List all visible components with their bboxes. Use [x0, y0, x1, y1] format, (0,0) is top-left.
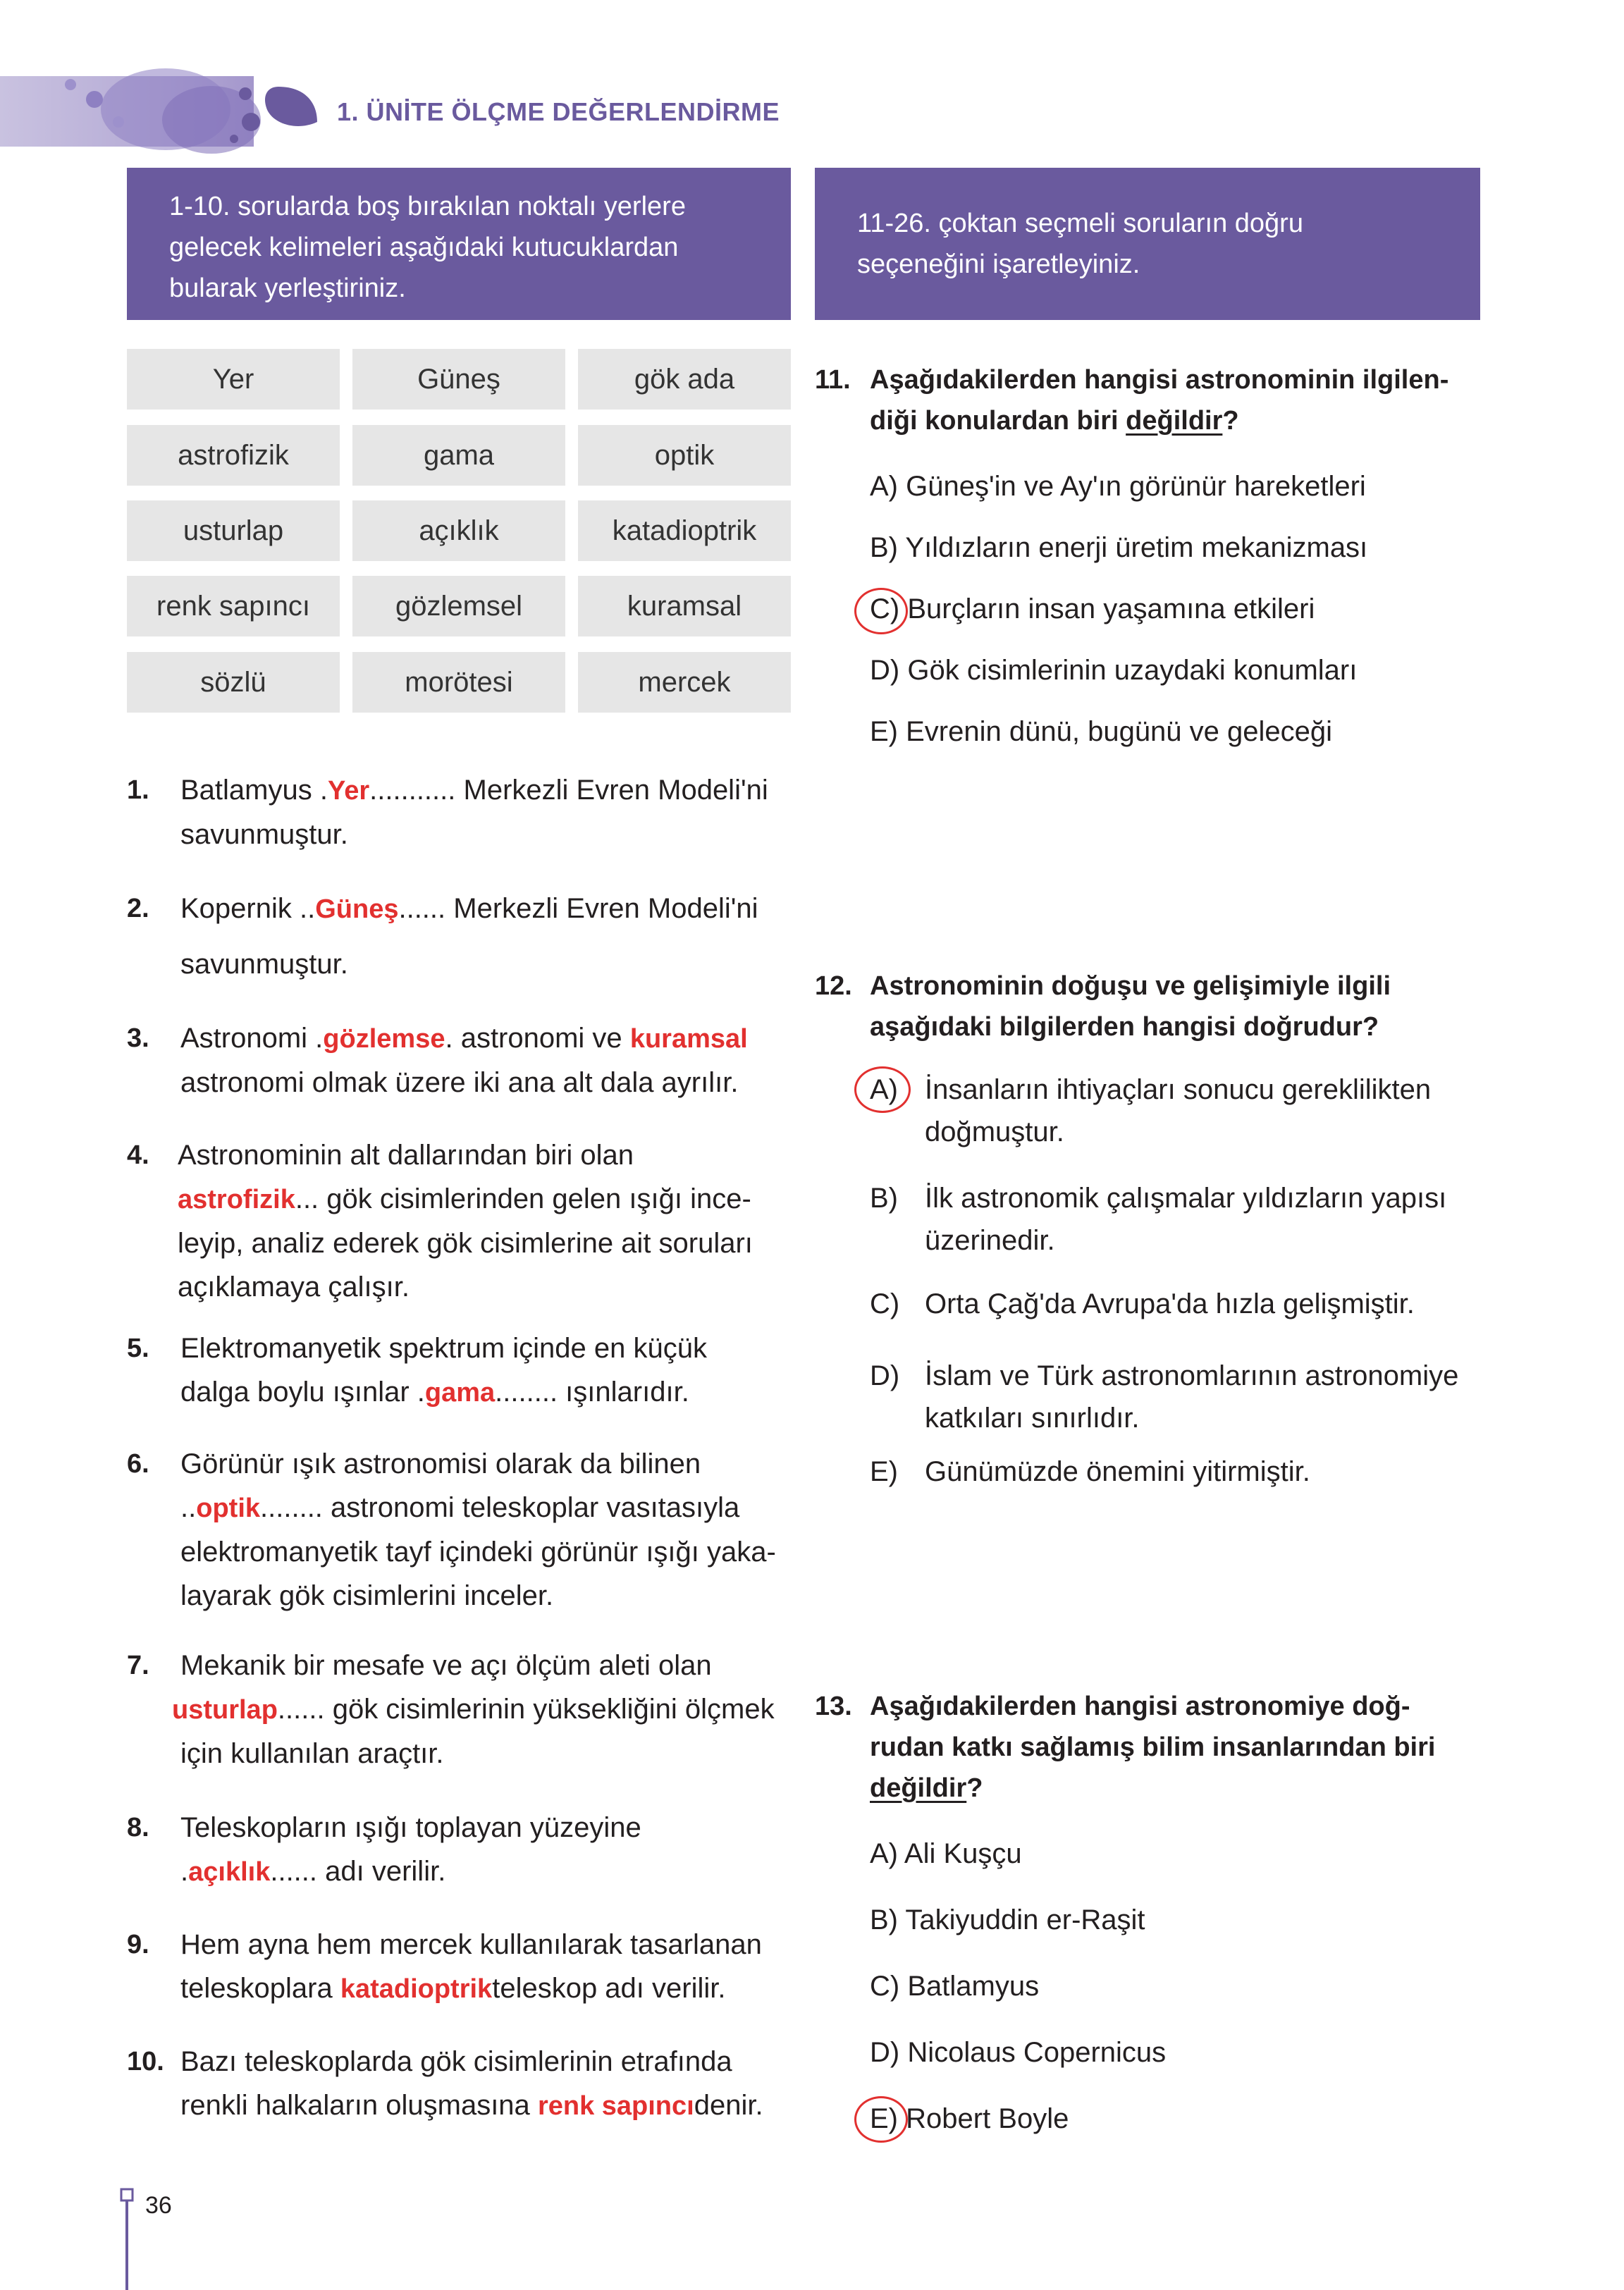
question-text: . — [180, 1856, 189, 1887]
decor-dot — [113, 116, 124, 128]
option-text: Güneş'in ve Ay'ın görünür hareketleri — [906, 471, 1366, 502]
decor-dot — [230, 135, 238, 143]
marked-answer-circle — [854, 588, 908, 634]
question-stem: ? — [966, 1773, 983, 1803]
question-number: 8. — [127, 1813, 149, 1842]
word-cell: kuramsal — [578, 576, 791, 636]
marked-answer-circle — [854, 2096, 908, 2143]
option-text: Evrenin dünü, bugünü ve geleceği — [906, 716, 1333, 747]
question-text: Elektromanyetik spektrum içinde en küçük — [180, 1333, 707, 1364]
option-e[interactable] — [870, 710, 1332, 753]
underlined-word: değildir — [1126, 406, 1223, 436]
option-text: üzerinedir. — [925, 1225, 1055, 1256]
handwritten-answer[interactable]: astrofizik — [178, 1185, 295, 1214]
option-letter: A) — [870, 471, 898, 502]
fill-question-7 — [172, 1644, 799, 1775]
underlined-word: değildir — [870, 1773, 967, 1803]
right-instruction-box — [815, 168, 1480, 320]
option-c[interactable] — [870, 1965, 1039, 2007]
question-number: 5. — [127, 1334, 149, 1363]
question-text: elektromanyetik tayf içindeki görünür ışığı yaka- — [180, 1537, 776, 1568]
question-text: savunmuştur. — [180, 949, 348, 980]
question-stem: ? — [1222, 406, 1239, 436]
handwritten-answer[interactable]: gözlemse — [323, 1024, 445, 1054]
option-a[interactable] — [870, 1833, 1022, 1875]
option-c[interactable] — [870, 588, 1315, 630]
option-text: Ali Kuşçu — [904, 1838, 1022, 1869]
word-cell: morötesi — [352, 652, 565, 713]
option-letter: E) — [870, 2103, 898, 2134]
word-cell: sözlü — [127, 652, 340, 713]
question-number: 6. — [127, 1449, 149, 1479]
question-text: .. — [180, 1492, 197, 1523]
left-instruction-box — [127, 168, 791, 320]
question-text: ... gök cisimlerinden gelen ışığı ince- — [295, 1183, 751, 1214]
question-text: için kullanılan araçtır. — [180, 1738, 444, 1769]
page-number: 36 — [145, 2192, 172, 2219]
word-cell: Güneş — [352, 349, 565, 410]
option-text: doğmuştur. — [925, 1116, 1064, 1147]
header-decoration — [0, 67, 331, 159]
question-text: Mekanik bir mesafe ve açı ölçüm aleti olan — [180, 1650, 712, 1681]
question-text: layarak gök cisimlerini inceler. — [180, 1580, 554, 1611]
marker-square — [121, 2189, 133, 2200]
decor-dot — [65, 79, 76, 90]
option-text: İlk astronomik çalışmalar yıldızların yapısı — [925, 1183, 1447, 1214]
question-text: Hem ayna hem mercek kullanılarak tasarlanan — [180, 1929, 762, 1960]
option-d[interactable] — [870, 1355, 1490, 1439]
option-b[interactable] — [870, 527, 1367, 569]
option-e[interactable] — [870, 1451, 1490, 1493]
question-stem: Aşağıdakilerden hangisi astronomiye doğ- — [870, 1692, 1410, 1721]
word-cell: katadioptrik — [578, 500, 791, 561]
word-cell: renk sapıncı — [127, 576, 340, 636]
decor-dot — [86, 91, 103, 108]
word-cell: usturlap — [127, 500, 340, 561]
word-cell: gök ada — [578, 349, 791, 410]
option-letter: D) — [870, 2037, 900, 2068]
question-text: Astronomi . — [180, 1023, 324, 1054]
option-letter: B) — [870, 1183, 898, 1214]
question-text: renkli halkaların oluşmasına — [180, 2090, 530, 2121]
question-number: 10. — [127, 2047, 164, 2076]
option-c[interactable] — [870, 1283, 1490, 1325]
option-letter: B) — [870, 1904, 898, 1935]
question-text: ........ ışınlarıdır. — [495, 1377, 689, 1408]
question-text: teleskop adı verilir. — [492, 1973, 726, 2004]
question-text: açıklamaya çalışır. — [178, 1272, 410, 1303]
option-b[interactable] — [870, 1899, 1145, 1941]
question-text: leyip, analiz ederek gök cisimlerine ait soruları — [178, 1228, 753, 1259]
handwritten-answer[interactable]: katadioptrik — [340, 1974, 493, 2004]
question-text: ...... adı verilir. — [270, 1856, 446, 1887]
question-number: 7. — [127, 1651, 149, 1680]
option-letter: D) — [870, 655, 900, 686]
handwritten-answer[interactable]: açıklık — [188, 1857, 271, 1887]
mc-question-13-stem — [870, 1686, 1490, 1809]
fill-question-9 — [180, 1923, 801, 2011]
question-number: 12. — [815, 971, 852, 1001]
question-number: 11. — [815, 365, 851, 395]
mc-question-12-stem — [870, 966, 1490, 1047]
option-letter: C) — [870, 593, 900, 624]
marked-answer-circle — [854, 1066, 911, 1113]
question-text: astronomi olmak üzere iki ana alt dala ayrılır. — [180, 1067, 739, 1098]
word-cell: astrofizik — [127, 425, 340, 486]
option-text: Robert Boyle — [906, 2103, 1069, 2134]
handwritten-answer[interactable]: usturlap — [172, 1695, 278, 1725]
option-letter: E) — [870, 716, 898, 747]
question-number: 2. — [127, 894, 149, 923]
page-header-title: 1. ÜNİTE ÖLÇME DEĞERLENDİRME — [337, 97, 780, 126]
word-cell: Yer — [127, 349, 340, 410]
question-text: Kopernik .. — [180, 893, 316, 924]
option-text: katkıları sınırlıdır. — [925, 1403, 1140, 1434]
question-number: 1. — [127, 775, 149, 805]
fill-question-6 — [180, 1442, 808, 1618]
mc-question-11-stem — [870, 359, 1490, 441]
question-text: Teleskopların ışığı toplayan yüzeyine — [180, 1812, 641, 1843]
fill-question-1 — [180, 768, 801, 856]
question-number: 3. — [127, 1023, 149, 1053]
question-text: ........... Merkezli Evren Modeli'ni — [369, 775, 768, 806]
fill-question-3 — [180, 1016, 808, 1104]
question-text: denir. — [694, 2090, 763, 2121]
word-cell: optik — [578, 425, 791, 486]
word-cell: gama — [352, 425, 565, 486]
question-text: Astronominin alt dallarından biri olan — [178, 1140, 634, 1171]
question-number: 13. — [815, 1692, 852, 1721]
question-text: ...... gök cisimlerinin yüksekliğini ölçmek — [277, 1694, 775, 1725]
option-text: Nicolaus Copernicus — [907, 2037, 1167, 2068]
option-text: Gök cisimlerinin uzaydaki konumları — [907, 655, 1358, 686]
fill-question-2 — [180, 887, 801, 986]
question-stem: Aşağıdakilerden hangisi astronominin ilgilen- — [870, 365, 1449, 395]
question-number: 4. — [127, 1140, 149, 1170]
option-b[interactable] — [870, 1177, 1490, 1262]
handwritten-answer[interactable]: Güneş — [315, 894, 399, 924]
word-cell: açıklık — [352, 500, 565, 561]
question-text: ...... Merkezli Evren Modeli'ni — [398, 893, 758, 924]
question-text: Bazı teleskoplarda gök cisimlerinin etrafında — [180, 2046, 732, 2077]
question-number: 9. — [127, 1930, 149, 1959]
fill-question-4 — [178, 1133, 805, 1309]
question-stem: rudan katkı sağlamış bilim insanlarından biri — [870, 1732, 1436, 1762]
option-a[interactable] — [870, 465, 1366, 507]
option-text: Takiyuddin er-Raşit — [905, 1904, 1145, 1935]
option-letter: C) — [870, 1288, 900, 1319]
option-text: Yıldızların enerji üretim mekanizması — [905, 532, 1368, 563]
option-letter: B) — [870, 532, 898, 563]
question-stem: diği konulardan biri — [870, 406, 1126, 436]
option-letter: E) — [870, 1456, 898, 1487]
option-d[interactable] — [870, 649, 1357, 691]
question-text: . astronomi ve — [445, 1023, 622, 1054]
decor-dot — [239, 87, 252, 100]
handwritten-answer[interactable]: gama — [424, 1378, 496, 1408]
option-a[interactable] — [870, 1069, 1490, 1153]
option-d[interactable] — [870, 2031, 1166, 2074]
question-text: dalga boylu ışınlar . — [180, 1377, 425, 1408]
fill-question-8 — [180, 1806, 801, 1894]
right-instruction-text: 11-26. çoktan seçmeli soruların doğru seçeneğini işaretleyiniz. — [857, 209, 1303, 279]
question-text: Görünür ışık astronomisi olarak da bilinen — [180, 1448, 701, 1479]
fill-question-10 — [180, 2040, 801, 2128]
option-letter: A) — [870, 1838, 898, 1869]
handwritten-answer[interactable]: renk sapıncı — [537, 2091, 694, 2121]
handwritten-answer[interactable]: optik — [196, 1494, 261, 1523]
handwritten-answer[interactable]: kuramsal — [629, 1024, 748, 1054]
question-stem: aşağıdaki bilgilerden hangisi doğrudur? — [870, 1012, 1379, 1042]
option-letter: A) — [870, 1074, 898, 1105]
option-text: Batlamyus — [907, 1971, 1040, 2002]
option-text: Orta Çağ'da Avrupa'da hızla gelişmiştir. — [925, 1288, 1415, 1319]
handwritten-answer[interactable]: Yer — [327, 776, 370, 806]
option-text: İnsanların ihtiyaçları sonucu gereklilikten — [925, 1074, 1432, 1105]
word-cell: gözlemsel — [352, 576, 565, 636]
option-text: Günümüzde önemini yitirmiştir. — [925, 1456, 1310, 1487]
decor-drop — [265, 87, 317, 126]
question-text: teleskoplara — [180, 1973, 333, 2004]
question-text: Batlamyus . — [180, 775, 328, 806]
option-letter: C) — [870, 1971, 900, 2002]
option-text: Burçların insan yaşamına etkileri — [907, 593, 1315, 624]
question-stem: Astronominin doğuşu ve gelişimiyle ilgili — [870, 971, 1391, 1001]
page-number-marker — [120, 2188, 137, 2290]
word-cell: mercek — [578, 652, 791, 713]
left-instruction-text: 1-10. sorularda boş bırakılan noktalı yerlere gelecek kelimeleri aşağıdaki kutucuklardan bularak yerleştiriniz. — [169, 192, 686, 303]
decor-dot — [242, 113, 260, 131]
question-text: savunmuştur. — [180, 819, 348, 850]
fill-question-5 — [180, 1326, 801, 1415]
option-letter: D) — [870, 1360, 900, 1391]
option-text: İslam ve Türk astronomlarının astronomiye — [925, 1360, 1459, 1391]
question-text: ........ astronomi teleskoplar vasıtasıyla — [260, 1492, 740, 1523]
